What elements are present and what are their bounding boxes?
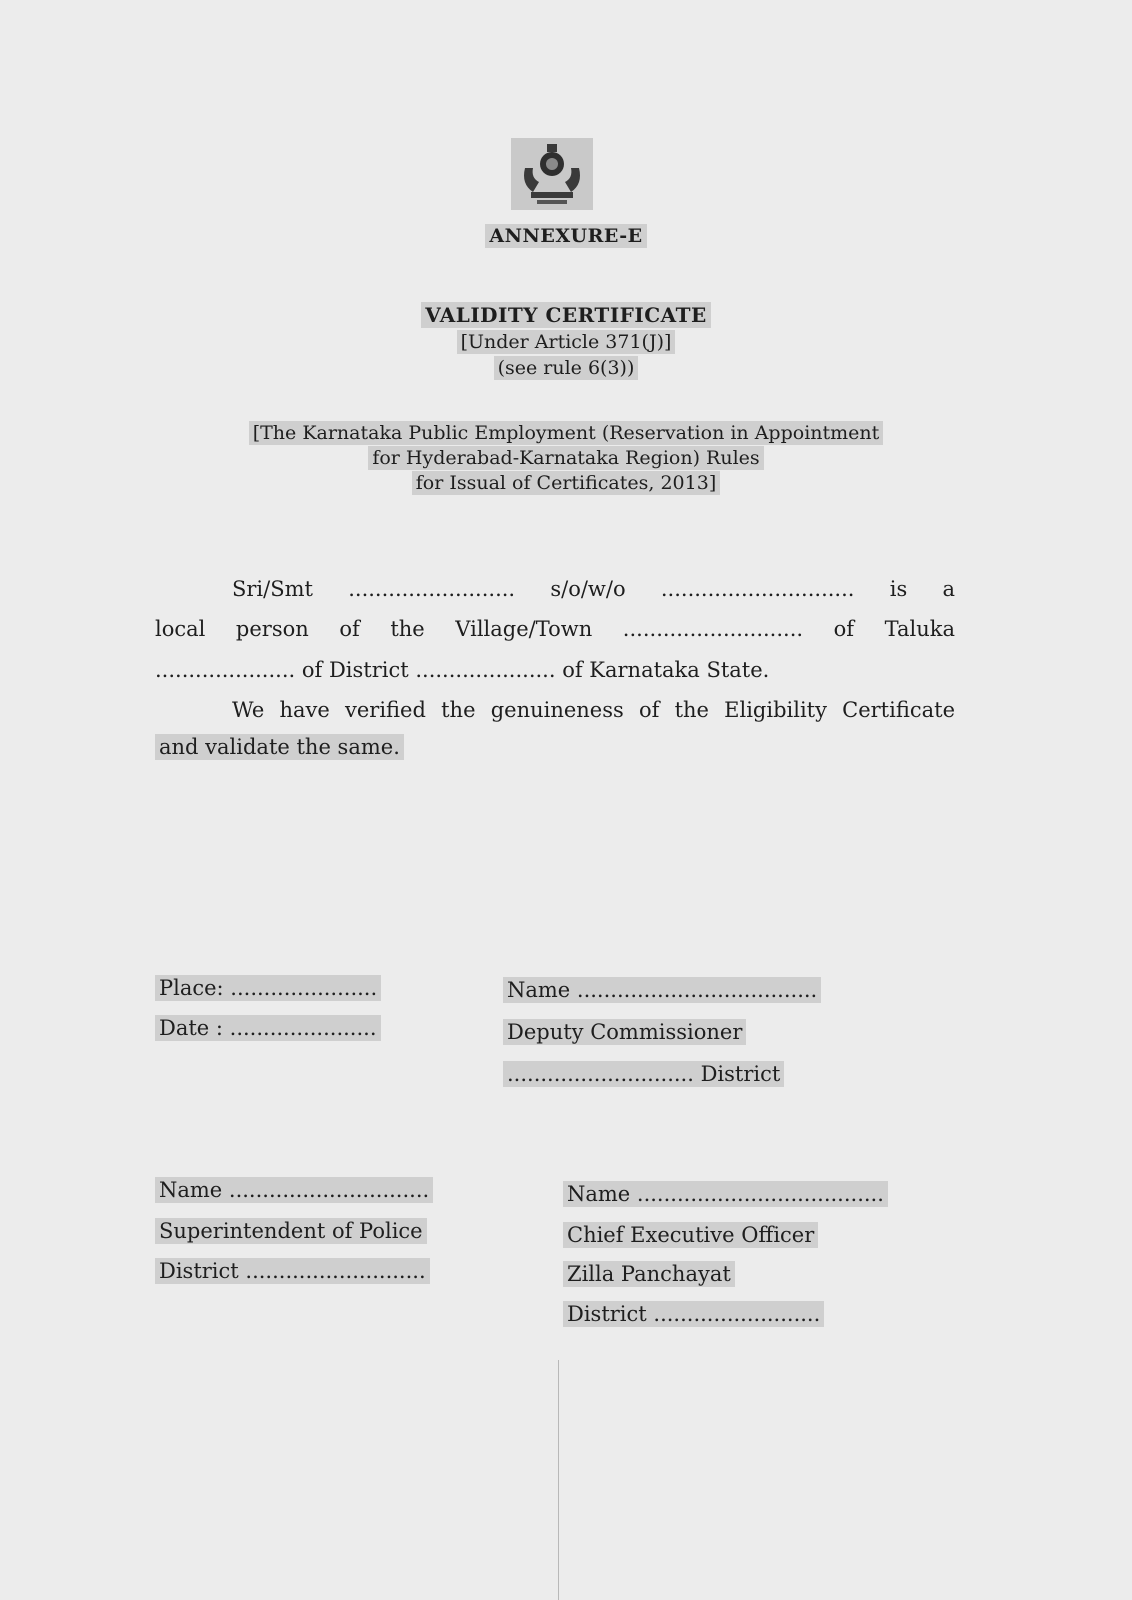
state-emblem-icon [511, 138, 593, 210]
sp-district-field: District ........................... [155, 1259, 430, 1283]
body-line-3: ..................... of District ..................... of Karnataka State. [155, 658, 770, 682]
ceo-organization: Zilla Panchayat [563, 1262, 735, 1286]
rules-reference-line1: [The Karnataka Public Employment (Reservation in Appointment [0, 422, 1132, 444]
sp-name-field: Name .............................. [155, 1178, 433, 1202]
annexure-heading: ANNEXURE-E [0, 225, 1132, 247]
ceo-name-field: Name ..................................... [563, 1182, 888, 1206]
body-line-2: local person of the Village/Town ........................... of Taluka [155, 617, 955, 641]
rules-reference-line3: for Issual of Certificates, 2013] [0, 472, 1132, 494]
certificate-title: VALIDITY CERTIFICATE [0, 303, 1132, 327]
ceo-district-field: District ......................... [563, 1302, 824, 1326]
date-field: Date : ...................... [155, 1016, 381, 1040]
dc-name-field: Name .................................... [503, 978, 821, 1002]
rules-reference-line2: for Hyderabad-Karnataka Region) Rules [0, 447, 1132, 469]
scan-crease-line [558, 1360, 559, 1600]
dc-title: Deputy Commissioner [503, 1020, 746, 1044]
ceo-title: Chief Executive Officer [563, 1223, 818, 1247]
body-line-1: Sri/Smt ......................... s/o/w/o ............................. is a [232, 577, 955, 601]
place-field: Place: ...................... [155, 976, 381, 1000]
article-reference: [Under Article 371(J)] [0, 331, 1132, 353]
body-line-4: We have verified the genuineness of the Eligibility Certificate [232, 698, 955, 722]
rule-reference: (see rule 6(3)) [0, 357, 1132, 379]
body-line-5: and validate the same. [155, 735, 955, 759]
sp-title: Superintendent of Police [155, 1219, 427, 1243]
dc-district-field: ............................ District [503, 1062, 784, 1086]
